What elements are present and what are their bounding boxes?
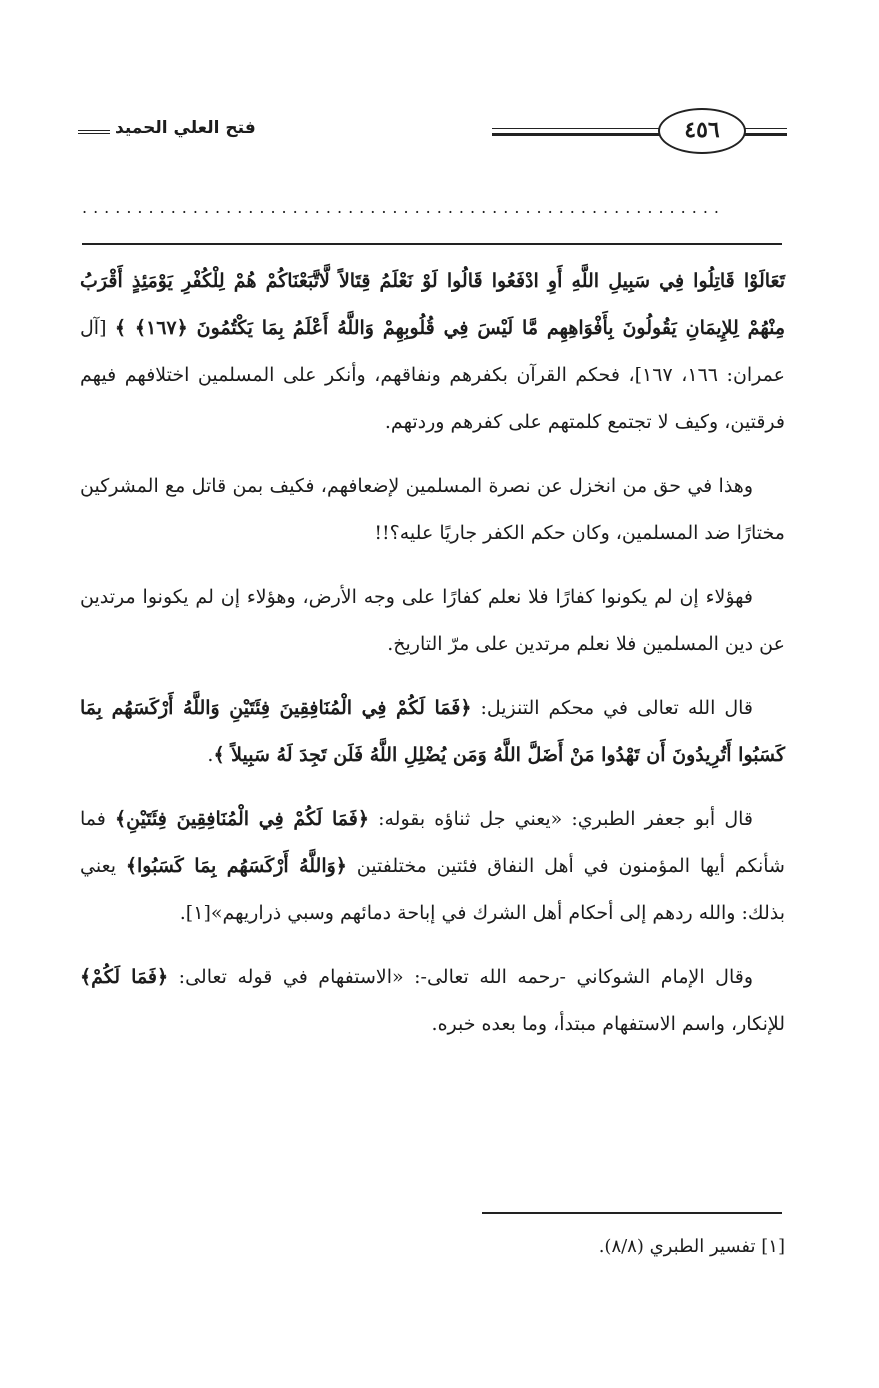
paragraph <box>80 463 785 557</box>
quran-verse: ﴿فَمَا لَكُمْ فِي الْمُنَافِقِينَ فِئَتَيْنِ وَاللَّهُ أَرْكَسَهُم بِمَا كَسَبُوا أَتُرِيدُونَ أَن تَهْدُوا مَنْ أَضَلَّ اللَّهُ وَمَن يُضْلِلِ اللَّهُ فَلَن تَجِدَ لَهُ سَبِيلاً ﴾ <box>80 697 785 766</box>
book-title: فتح العلي الحميد <box>115 118 256 138</box>
dotted-separator: .......................................................... <box>82 198 725 217</box>
quran-verse: ﴿وَاللَّهُ أَرْكَسَهُم بِمَا كَسَبُوا﴾ <box>125 855 347 877</box>
header-rule <box>492 128 660 129</box>
paragraph-text: وقال الإمام الشوكاني -رحمه الله تعالى-: «الاستفهام في قوله تعالى: <box>168 966 753 988</box>
paragraph <box>80 258 785 446</box>
paragraph <box>80 954 785 1048</box>
page-number: ٤٥٦ <box>658 108 746 154</box>
quran-verse: ﴿فَمَا لَكُمْ فِي الْمُنَافِقِينَ فِئَتَيْنِ﴾ <box>114 808 369 830</box>
paragraph <box>80 796 785 937</box>
paragraph-text: فهؤلاء إن لم يكونوا كفارًا فلا نعلم كفارًا على وجه الأرض، وهؤلاء إن لم يكونوا مرتدين عن دين المسلمين فلا نعلم مرتدين على مرّ التاريخ. <box>80 586 785 655</box>
quran-verse: ﴿فَمَا لَكُمْ﴾ <box>80 966 169 988</box>
paragraph-text: للإنكار، واسم الاستفهام مبتدأ، وما بعده خبره. <box>431 1013 785 1035</box>
content-top-rule <box>82 243 782 245</box>
header-rule <box>742 133 787 136</box>
paragraph-text: . <box>207 744 214 766</box>
header-dash <box>78 130 110 134</box>
paragraph-text: فما شأنكم أيها المؤمنون في أهل النفاق فئتين مختلفتين <box>80 808 785 877</box>
footnote: [١] تفسير الطبري (٨/٨). <box>598 1236 785 1257</box>
paragraph <box>80 685 785 779</box>
header-rule <box>742 128 787 129</box>
paragraph-text: قال أبو جعفر الطبري: «يعني جل ثناؤه بقوله: <box>368 808 753 830</box>
paragraph-text: [آل عمران: ١٦٦، ١٦٧]، فحكم القرآن بكفرهم ونفاقهم، وأنكر على المسلمين اختلافهم فيهم فرقتين، وكيف لا تجتمع كلمتهم على كفرهم وردتهم. <box>80 317 785 433</box>
footnote-rule <box>482 1212 782 1214</box>
quran-verse: تَعَالَوْا قَاتِلُوا فِي سَبِيلِ اللَّهِ أَوِ ادْفَعُوا قَالُوا لَوْ نَعْلَمُ قِتَالاً لَّاتَّبَعْنَاكُمْ هُمْ لِلْكُفْرِ يَوْمَئِذٍ أَقْرَبُ مِنْهُمْ لِلإِيمَانِ يَقُولُونَ بِأَفْوَاهِهِم مَّا لَيْسَ فِي قُلُوبِهِمْ وَاللَّهُ أَعْلَمُ بِمَا يَكْتُمُونَ ﴿١٦٧﴾ ﴾ <box>80 270 785 339</box>
page-body <box>80 258 785 1065</box>
paragraph <box>80 574 785 668</box>
paragraph-text: قال الله تعالى في محكم التنزيل: <box>471 697 754 719</box>
paragraph-text: وهذا في حق من انخزل عن نصرة المسلمين لإضعافهم، فكيف بمن قاتل مع المشركين مختارًا ضد المسلمين، وكان حكم الكفر جاريًا عليه؟!! <box>80 475 785 544</box>
header-rule <box>492 133 660 136</box>
paragraph-text: يعني بذلك: والله ردهم إلى أحكام أهل الشرك في إباحة دمائهم وسبي ذراريهم»[١]. <box>80 855 785 924</box>
